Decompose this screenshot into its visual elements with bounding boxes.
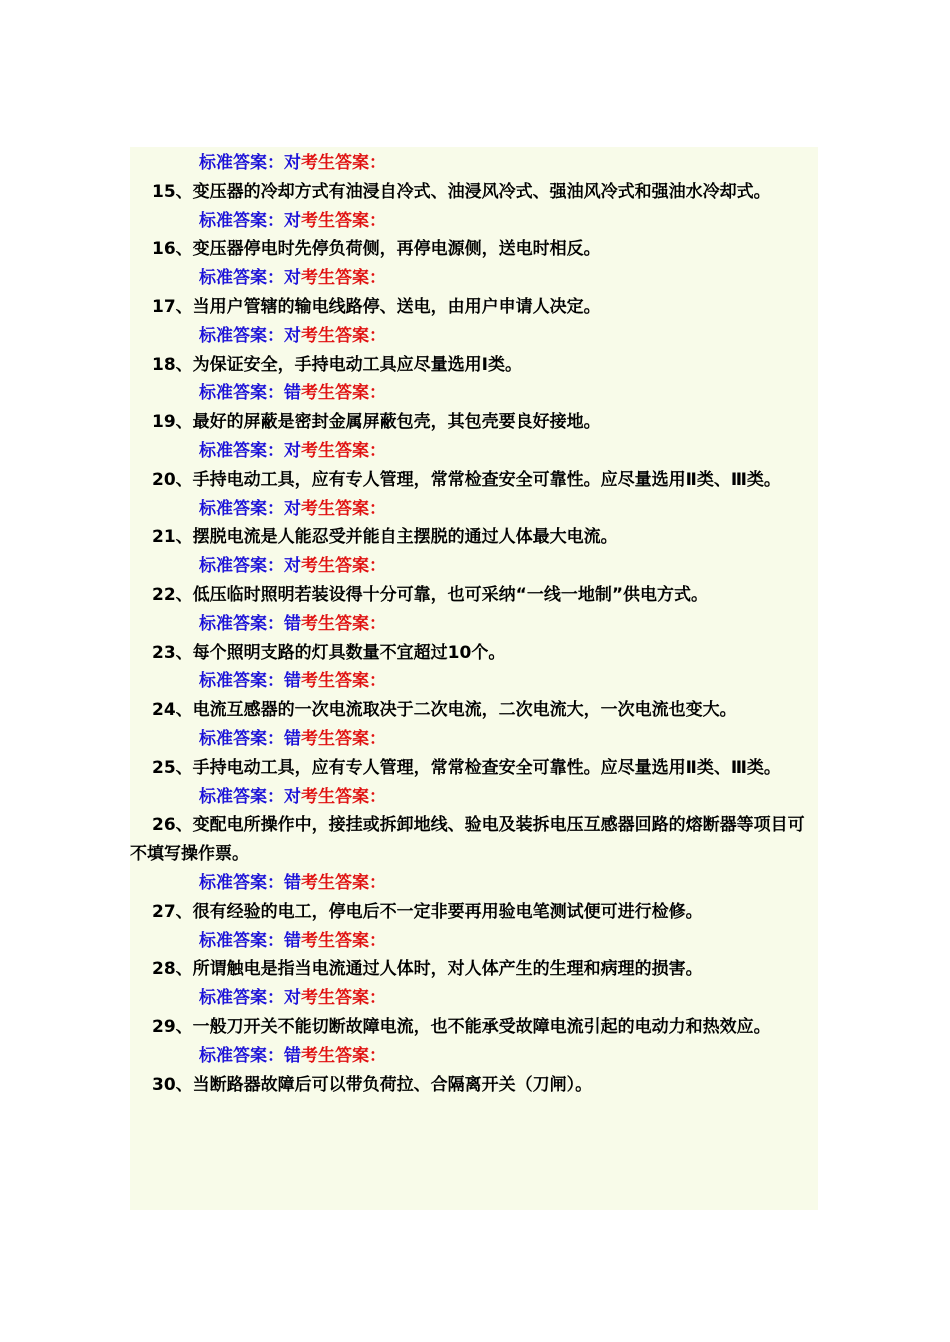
standard-answer-value: 对 <box>284 498 301 519</box>
question-30: 30、当断路器故障后可以带负荷拉、合隔离开关（刀闸）。 <box>152 1074 593 1095</box>
answer-line <box>130 610 818 639</box>
standard-answer-value: 对 <box>284 153 301 173</box>
examinee-answer-label: 考生答案： <box>301 498 386 519</box>
standard-answer-value: 错 <box>284 671 301 692</box>
answer-line <box>130 207 818 236</box>
examinee-answer-label: 考生答案： <box>301 556 386 577</box>
standard-answer-value: 错 <box>284 728 301 749</box>
examinee-answer-label: 考生答案： <box>301 268 386 289</box>
standard-answer-label: 标准答案： <box>199 988 284 1009</box>
standard-answer-label: 标准答案： <box>199 671 284 692</box>
examinee-answer-label: 考生答案： <box>301 440 386 461</box>
question-18: 18、为保证安全，手持电动工具应尽量选用Ⅰ类。 <box>152 354 522 375</box>
standard-answer-label: 标准答案： <box>199 440 284 461</box>
standard-answer-value: 对 <box>284 786 301 807</box>
answer-line <box>130 725 818 754</box>
answer-line <box>130 927 818 956</box>
question-28: 28、所谓触电是指当电流通过人体时，对人体产生的生理和病理的损害。 <box>152 959 703 980</box>
question-23: 23、每个照明支路的灯具数量不宜超过10个。 <box>152 642 506 663</box>
examinee-answer-label: 考生答案： <box>301 988 386 1009</box>
question-26: 26、变配电所操作中，接挂或拆卸地线、验电及装拆电压互感器回路的熔断器等项目可不填写操作票。 <box>130 815 805 865</box>
examinee-answer-label: 考生答案： <box>301 613 386 634</box>
question-25: 25、手持电动工具，应有专人管理，常常检查安全可靠性。应尽量选用Ⅱ类、Ⅲ类。 <box>152 757 781 778</box>
standard-answer-label: 标准答案： <box>199 383 284 404</box>
answer-line <box>130 984 818 1013</box>
question-24: 24、电流互感器的一次电流取决于二次电流，二次电流大，一次电流也变大。 <box>152 700 737 721</box>
answer-line <box>130 667 818 696</box>
standard-answer-value: 对 <box>284 440 301 461</box>
examinee-answer-label: 考生答案： <box>301 930 386 951</box>
question-15: 15、变压器的冷却方式有油浸自冷式、油浸风冷式、强油风冷式和强油水冷却式。 <box>152 181 771 202</box>
answer-line <box>130 1042 818 1071</box>
question-21: 21、摆脱电流是人能忍受并能自主摆脱的通过人体最大电流。 <box>152 527 618 548</box>
standard-answer-label: 标准答案： <box>199 786 284 807</box>
answer-line <box>130 379 818 408</box>
standard-answer-label: 标准答案： <box>199 325 284 346</box>
standard-answer-label: 标准答案： <box>199 268 284 289</box>
standard-answer-value: 错 <box>284 872 301 893</box>
answer-line <box>130 495 818 524</box>
answer-line <box>130 149 818 178</box>
answer-line <box>130 322 818 351</box>
standard-answer-value: 错 <box>284 383 301 404</box>
standard-answer-label: 标准答案： <box>199 556 284 577</box>
question-17: 17、当用户管辖的输电线路停、送电，由用户申请人决定。 <box>152 296 601 317</box>
examinee-answer-label: 考生答案： <box>301 325 386 346</box>
question-19: 19、最好的屏蔽是密封金属屏蔽包壳，其包壳要良好接地。 <box>152 412 601 433</box>
standard-answer-label: 标准答案： <box>199 498 284 519</box>
standard-answer-label: 标准答案： <box>199 728 284 749</box>
standard-answer-value: 对 <box>284 325 301 346</box>
examinee-answer-label: 考生答案： <box>301 786 386 807</box>
answer-line <box>130 552 818 581</box>
standard-answer-value: 对 <box>284 556 301 577</box>
examinee-answer-label: 考生答案： <box>301 872 386 893</box>
examinee-answer-label: 考生答案： <box>301 210 386 231</box>
examinee-answer-label: 考生答案： <box>301 728 386 749</box>
question-16: 16、变压器停电时先停负荷侧，再停电源侧，送电时相反。 <box>152 239 601 260</box>
standard-answer-label: 标准答案： <box>199 613 284 634</box>
standard-answer-label: 标准答案： <box>199 153 284 173</box>
standard-answer-label: 标准答案： <box>199 930 284 951</box>
standard-answer-value: 对 <box>284 268 301 289</box>
examinee-answer-label: 考生答案： <box>301 671 386 692</box>
answer-line <box>130 869 818 898</box>
examinee-answer-label: 考生答案： <box>301 1045 386 1066</box>
question-29: 29、一般刀开关不能切断故障电流，也不能承受故障电流引起的电动力和热效应。 <box>152 1016 771 1037</box>
standard-answer-value: 对 <box>284 988 301 1009</box>
standard-answer-value: 错 <box>284 613 301 634</box>
answer-line <box>130 437 818 466</box>
examinee-answer-label: 考生答案： <box>301 383 386 404</box>
answer-line <box>130 264 818 293</box>
standard-answer-value: 错 <box>284 930 301 951</box>
answer-line <box>130 783 818 812</box>
standard-answer-value: 对 <box>284 210 301 231</box>
standard-answer-label: 标准答案： <box>199 1045 284 1066</box>
standard-answer-label: 标准答案： <box>199 872 284 893</box>
document-page <box>130 147 818 1210</box>
standard-answer-value: 错 <box>284 1045 301 1066</box>
examinee-answer-label: 考生答案： <box>301 153 386 173</box>
question-20: 20、手持电动工具，应有专人管理，常常检查安全可靠性。应尽量选用Ⅱ类、Ⅲ类。 <box>152 469 781 490</box>
standard-answer-label: 标准答案： <box>199 210 284 231</box>
question-27: 27、很有经验的电工，停电后不一定非要再用验电笔测试便可进行检修。 <box>152 901 703 922</box>
question-22: 22、低压临时照明若装设得十分可靠，也可采纳“一线一地制”供电方式。 <box>152 584 709 605</box>
